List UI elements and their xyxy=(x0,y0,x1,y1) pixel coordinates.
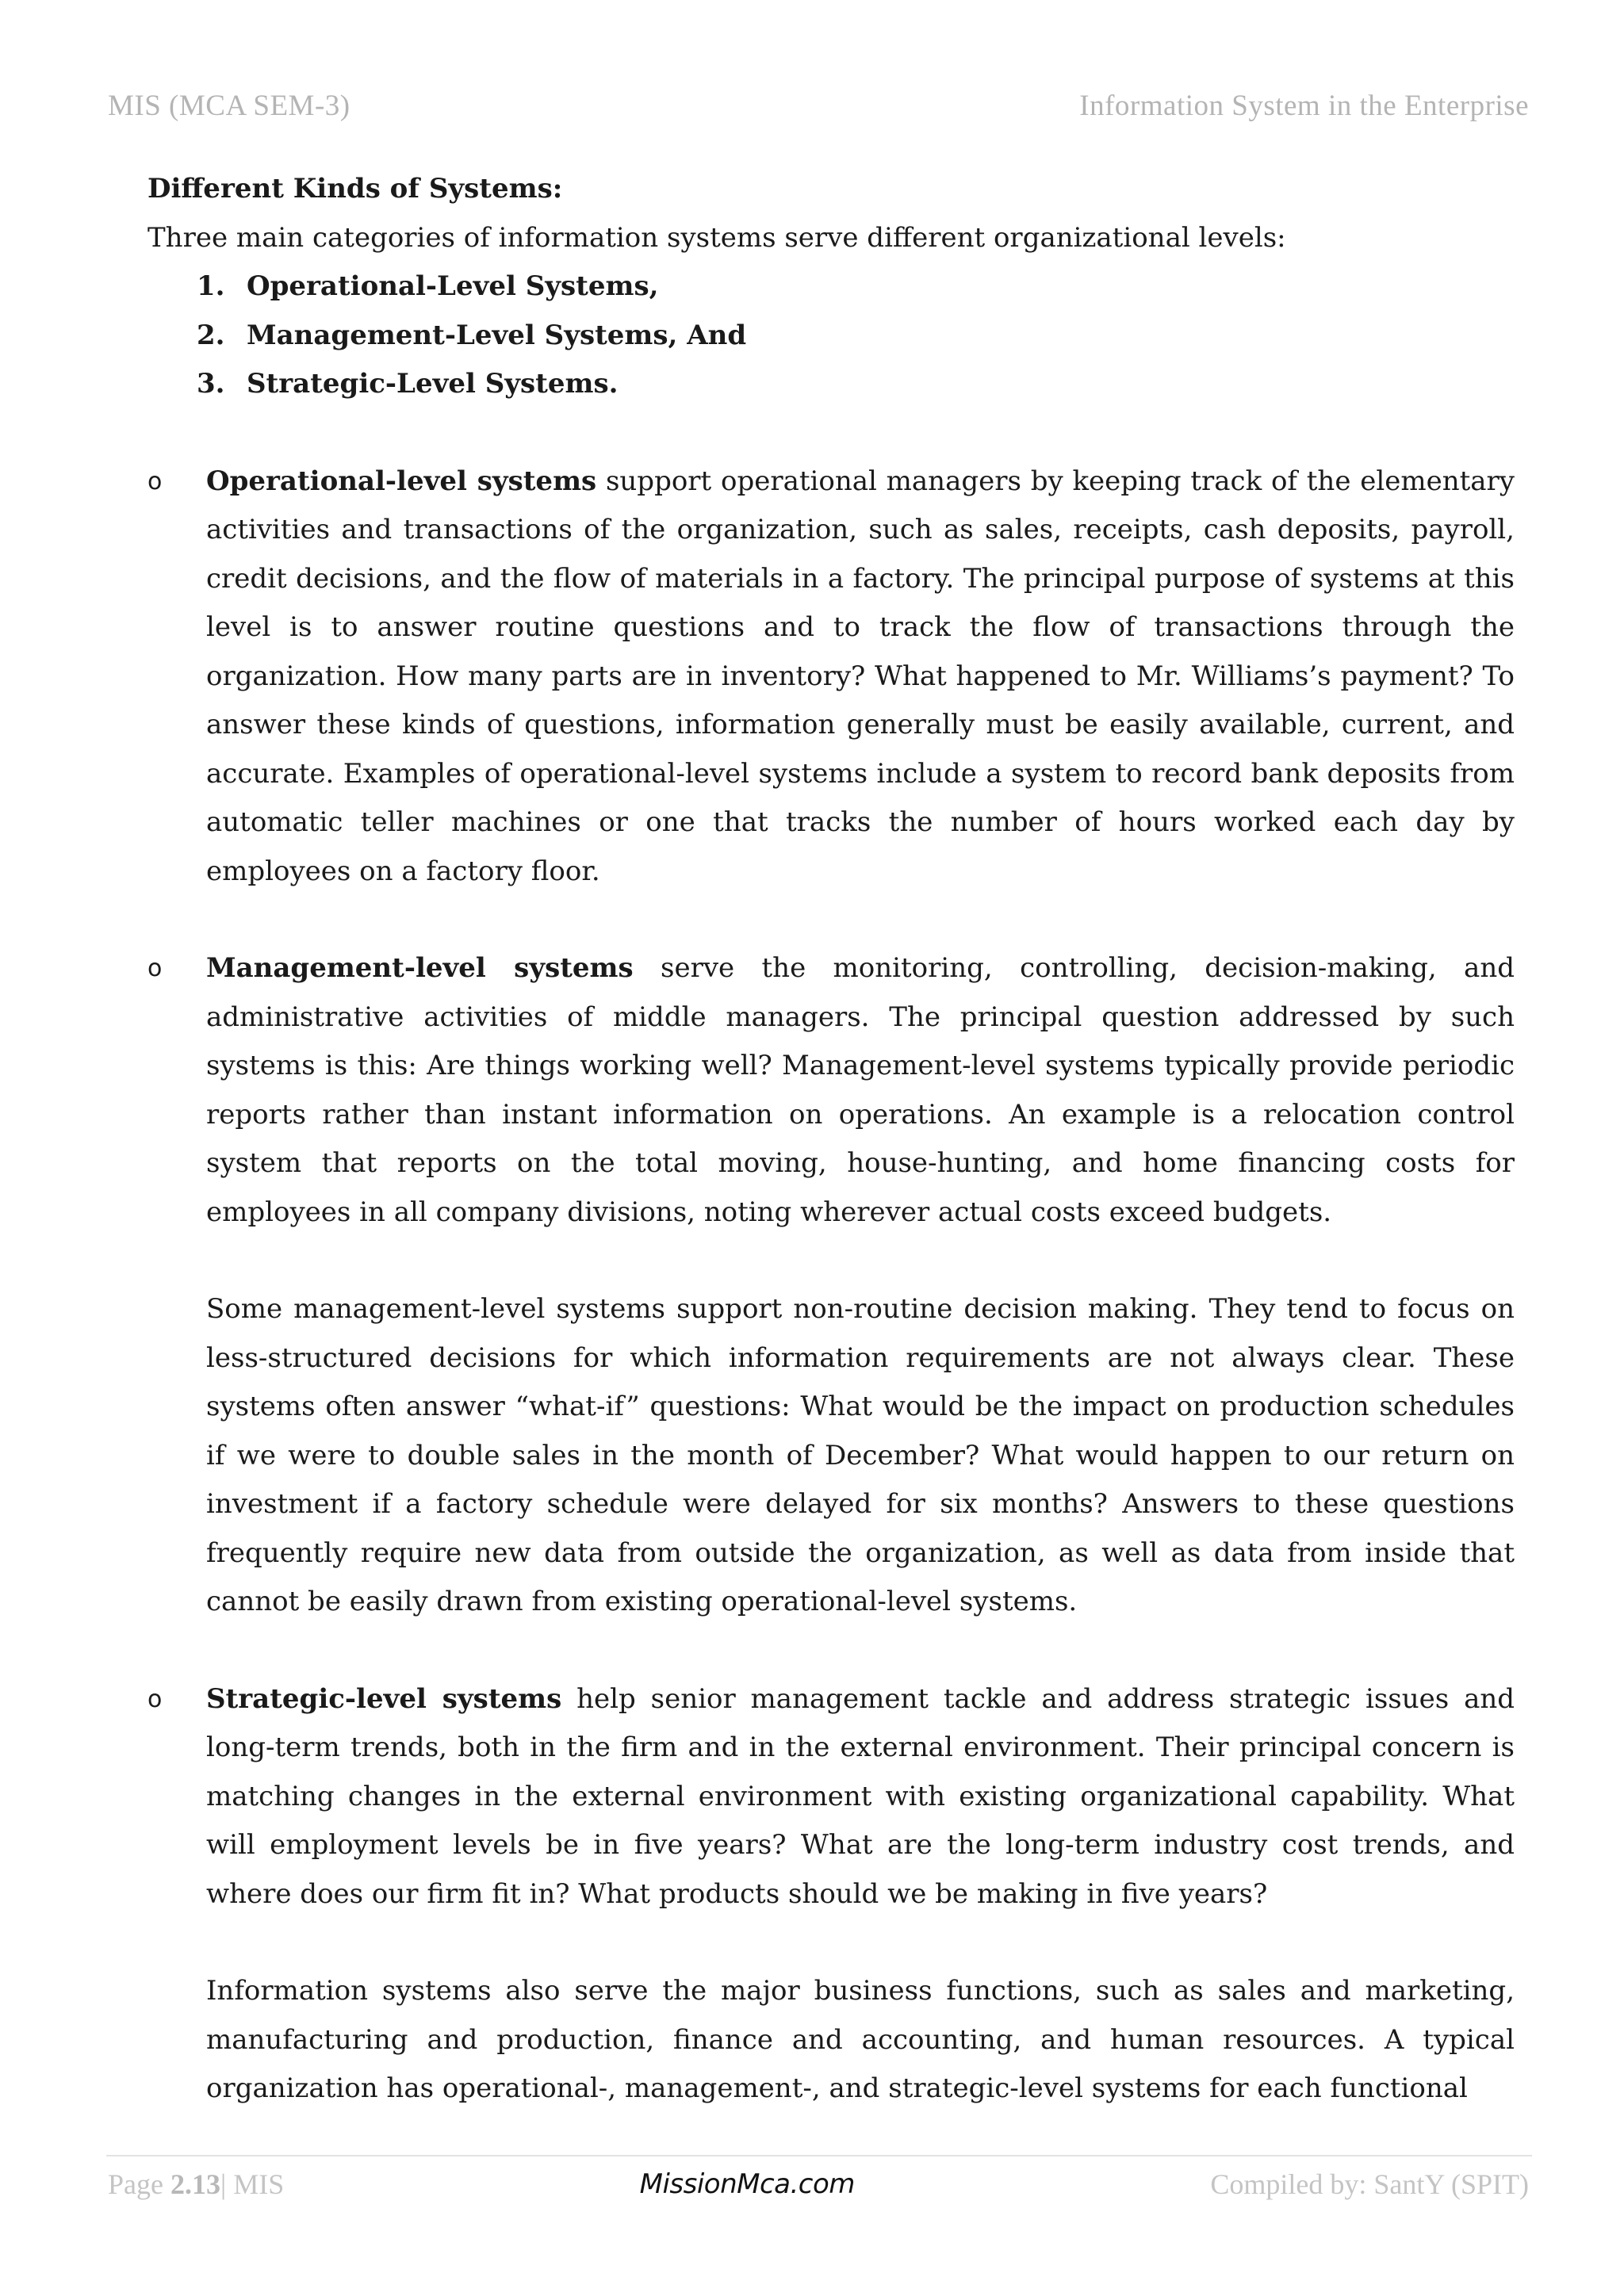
management-bullet xyxy=(147,944,1515,1627)
categories-list xyxy=(147,262,1515,409)
management-paragraph-2: Some management-level systems support non-routine decision making. They tend to focus on less-structured decisions for which information requirements are not always clear. These systems often answer “what-if” questions: What would be the impact on production schedules if we were to double sales in the month of December? What would happen to our return on investment if a factory schedule were delayed for six months? Answers to these questions frequently require new data from outside the organization, as well as data from inside that cannot be easily drawn from existing operational-level systems. xyxy=(206,1293,1515,1617)
site-logo: MissionMca.com xyxy=(639,2168,855,2200)
bullet-marker: o xyxy=(147,955,163,982)
list-label: Strategic-Level Systems. xyxy=(247,368,619,400)
list-label: Operational-Level Systems, xyxy=(247,270,659,302)
header-course: MIS (MCA SEM-3) xyxy=(108,90,350,122)
section-heading: Different Kinds of Systems: xyxy=(147,173,563,205)
list-number: 2. xyxy=(197,319,225,351)
list-item xyxy=(147,262,1515,312)
page-suffix: | MIS xyxy=(220,2168,285,2200)
list-item xyxy=(147,360,1515,409)
strategic-lead: Strategic-level systems xyxy=(206,1682,562,1715)
list-number: 3. xyxy=(197,368,225,400)
operational-lead: Operational-level systems xyxy=(206,465,597,497)
bullet-marker: o xyxy=(147,467,163,496)
page-footer xyxy=(108,2168,1529,2201)
page-header xyxy=(108,89,1529,123)
list-item xyxy=(147,312,1515,361)
strategic-paragraph xyxy=(206,1675,1515,1919)
compiled-by: Compiled by: SantY (SPIT) xyxy=(1210,2168,1529,2200)
header-chapter-title: Information System in the Enterprise xyxy=(1079,90,1529,122)
operational-text: support operational managers by keeping track of the elementary activities and transactions of the organization, such as sales, receipts, cash deposits, payroll, credit decisions, and the flow of materials in a factory. The principal purpose of systems at this level is to answer routine questions and to track the flow of transactions through the organization. How many parts are in inventory? What happened to Mr. Williams’s payment? To answer these kinds of questions, information generally must be easily available, current, and accurate. Examples of operational-level systems include a system to record bank deposits from automatic teller machines or one that tracks the number of hours worked each day by employees on a factory floor. xyxy=(206,465,1515,887)
page-number xyxy=(108,2168,284,2201)
page-content xyxy=(147,165,1515,2114)
management-text: serve the monitoring, controlling, decision-making, and administrative activities of middle managers. The principal question addressed by such systems is this: Are things working well? Management-level systems typically provide periodic reports rather than instant information on operations. An example is a relocation control system that reports on the total moving, house-hunting, and home financing costs for employees in all company divisions, noting wherever actual costs exceed budgets. xyxy=(206,952,1515,1228)
list-label: Management-Level Systems, And xyxy=(247,319,747,351)
operational-bullet xyxy=(147,457,1515,897)
operational-paragraph xyxy=(206,457,1515,897)
footer-divider xyxy=(106,2155,1532,2156)
management-paragraph xyxy=(206,944,1515,1237)
strategic-paragraph-2: Information systems also serve the major business functions, such as sales and marketing, manufacturing and production, finance and accounting, and human resources. A typical organization has operational-, management-, and strategic-level systems for each functional xyxy=(206,1975,1515,2104)
management-lead: Management-level systems xyxy=(206,952,634,984)
list-number: 1. xyxy=(197,270,225,302)
section-intro: Three main categories of information systems serve different organizational levels: xyxy=(147,221,1286,254)
page-prefix: Page xyxy=(108,2168,170,2200)
bullet-marker: o xyxy=(147,1685,163,1713)
strategic-bullet xyxy=(147,1675,1515,2114)
page-number-value: 2.13 xyxy=(170,2168,220,2200)
strategic-text: help senior management tackle and address strategic issues and long-term trends, both in the firm and in the external environment. Their principal concern is matching changes in the external environment with existing organizational capability. What will employment levels be in five years? What are the long-term industry cost trends, and where does our firm fit in? What products should we be making in five years? xyxy=(206,1682,1515,1910)
